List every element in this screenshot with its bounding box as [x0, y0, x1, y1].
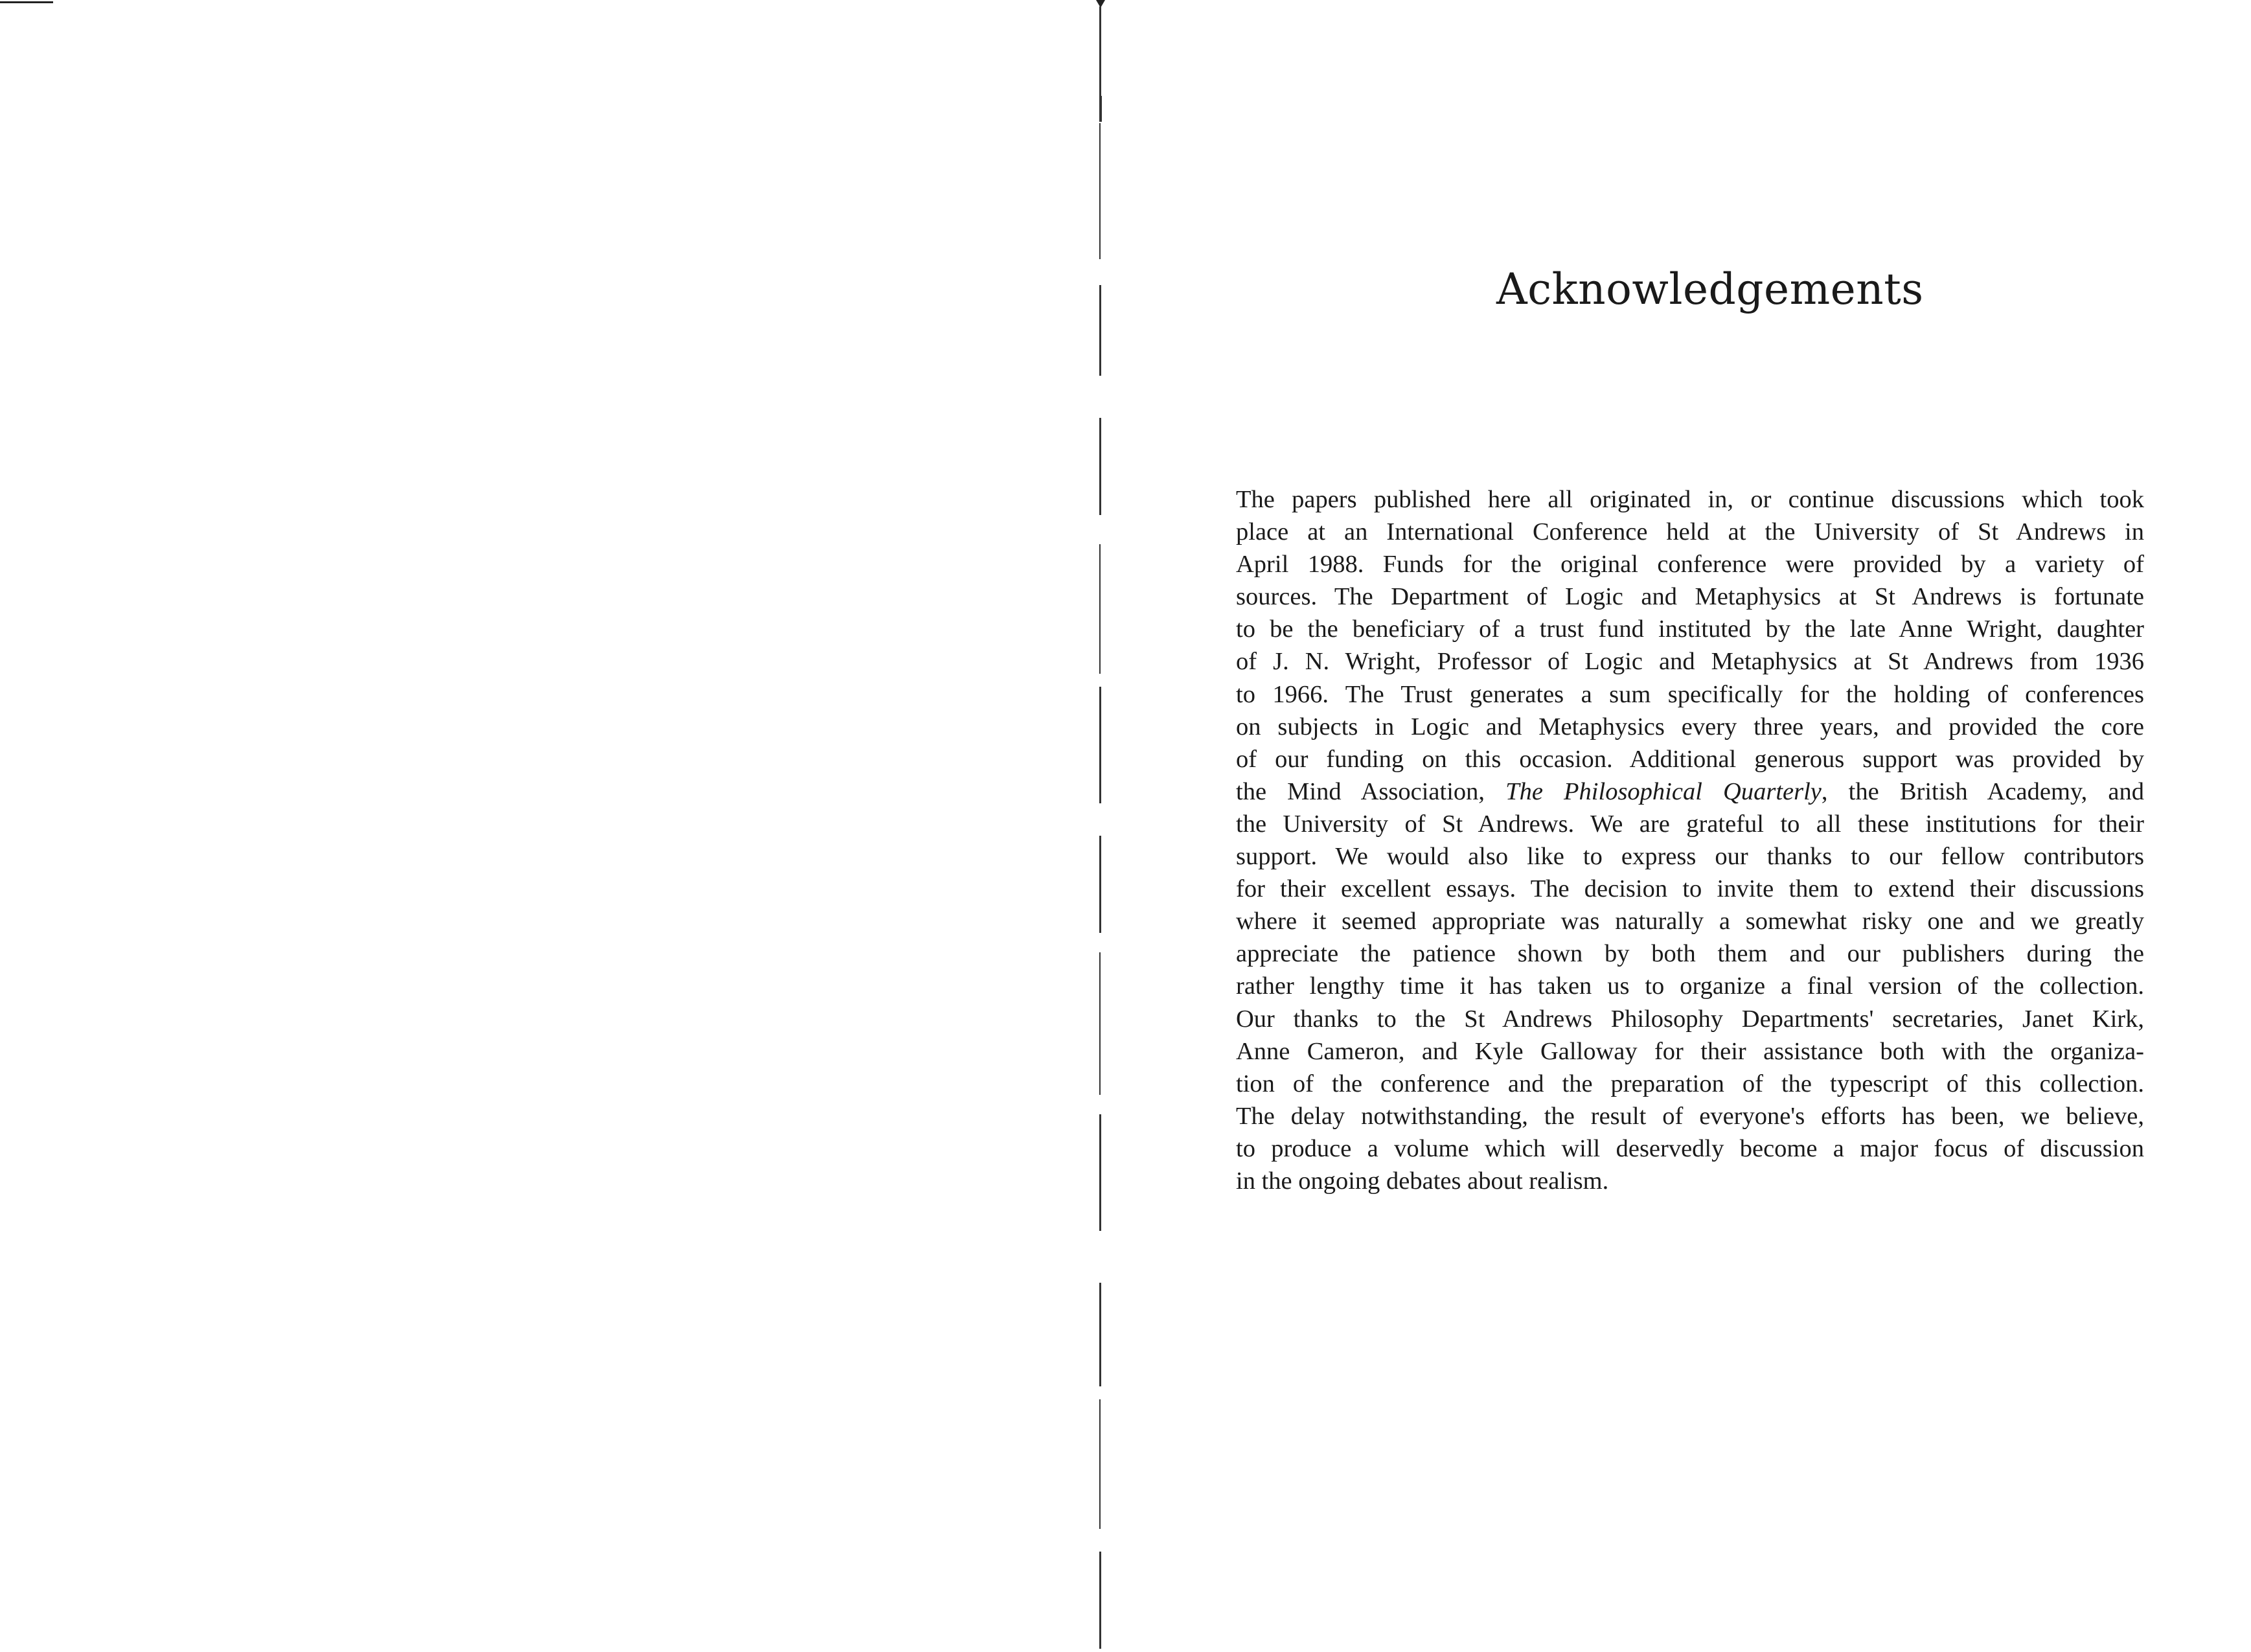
book-gutter [1099, 0, 1102, 1652]
text-line: to produce a volume which will deservedly become a major focus of discussion [1236, 1134, 2144, 1162]
text-line: where it seemed appropriate was naturally a somewhat risky one and we greatly [1236, 908, 2144, 935]
gutter-line-segment [1099, 544, 1101, 674]
gutter-line-segment [1099, 96, 1102, 122]
text-line: place at an International Conference held at the University of St Andrews in [1236, 518, 2144, 546]
text-line: of our funding on this occasion. Additional generous support was provided by [1236, 745, 2144, 773]
text-line: Anne Cameron, and Kyle Galloway for their assistance both with the organiza- [1236, 1037, 2144, 1065]
gutter-line-segment [1099, 1399, 1101, 1529]
text-line: for their excellent essays. The decision to invite them to extend their discussions [1236, 875, 2144, 903]
text-line: rather lengthy time it has taken us to organize a final version of the collection. [1236, 972, 2144, 1000]
gutter-line-segment [1099, 285, 1101, 376]
text-line: on subjects in Logic and Metaphysics every three years, and provided the core [1236, 713, 2144, 740]
gutter-line-segment [1099, 1283, 1101, 1386]
text-line-with-journal-title [1236, 775, 2144, 808]
text-line: to be the beneficiary of a trust fund instituted by the late Anne Wright, daughter [1236, 615, 2144, 643]
text-line: tion of the conference and the preparation of the typescript of this collection. [1236, 1070, 2144, 1097]
journal-title-italic: The Philosophical Quarterly [1505, 777, 1822, 805]
page-title: Acknowledgements [1496, 264, 1924, 314]
text-line: April 1988. Funds for the original conference were provided by a variety of [1236, 551, 2144, 579]
acknowledgements-paragraph [1236, 483, 2144, 1197]
gutter-line-segment [1099, 952, 1101, 1095]
gutter-line-segment [1099, 123, 1101, 259]
gutter-line-segment [1099, 1114, 1101, 1231]
gutter-line-segment [1099, 6, 1101, 100]
text-line: Our thanks to the St Andrews Philosophy Departments' secretaries, Janet Kirk, [1236, 1005, 2144, 1033]
left-page-blank [0, 0, 1101, 1652]
text-run: , the British Academy, and [1821, 777, 2145, 805]
text-line: sources. The Department of Logic and Metaphysics at St Andrews is fortunate [1236, 583, 2144, 611]
top-left-rule [0, 1, 53, 3]
text-line: The delay notwithstanding, the result of everyone's efforts has been, we believe, [1236, 1102, 2144, 1130]
gutter-line-segment [1099, 1552, 1101, 1649]
text-run: the Mind Association, [1236, 777, 1506, 805]
gutter-line-segment [1099, 687, 1101, 803]
text-line: support. We would also like to express our thanks to our fellow contributors [1236, 843, 2144, 871]
text-line: to 1966. The Trust generates a sum specifically for the holding of conferences [1236, 680, 2144, 708]
text-line: of J. N. Wright, Professor of Logic and Metaphysics at St Andrews from 1936 [1236, 648, 2144, 676]
text-line: The papers published here all originated in, or continue discussions which took [1236, 486, 2144, 513]
text-line-final: in the ongoing debates about realism. [1236, 1167, 1609, 1195]
gutter-line-segment [1099, 418, 1101, 515]
gutter-line-segment [1099, 836, 1101, 933]
text-line: the University of St Andrews. We are grateful to all these institutions for their [1236, 810, 2144, 838]
text-line: appreciate the patience shown by both them and our publishers during the [1236, 940, 2144, 968]
